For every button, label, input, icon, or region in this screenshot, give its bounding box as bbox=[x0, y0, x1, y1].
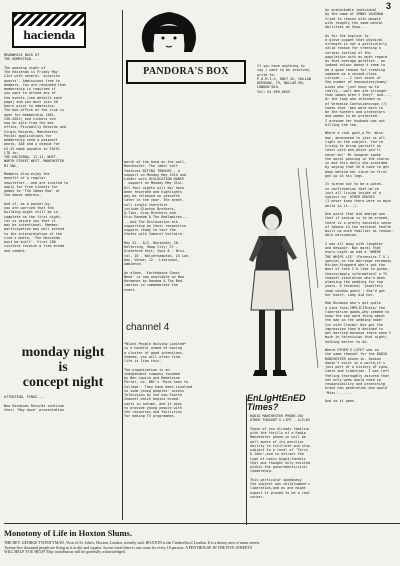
right-column-article: An unshockable individual by the name of JENNY VAUGHAN tried to reason with people with roughly the same mental abilities as Snow... As for the explain to a glove puppet that physical strength is not a particularly valid reason for treating a certain section of the population with as much regard as that average goldfish - an indeed colour doesn't seem to be a good reason for treating someone as a second-class citizen.....I lost count of the number of housewives/mums/ wives who 'just hung up to really...well men are stronger than women aren't they?' and.... Or the lady who informed us of Verbatim Confusionscope (?) tones that 'men were born to be the hunters and protectors and women to be protected.' I presume her husband was out killing the tea. Where a real gent,a Mr. Wins- don, announced to join us all right on the subject. You're trying to bring yourself on level with men,which you'll never do!' Mr Vaughan spoke the moral passing in the chorus in and this daily she provided by saying that he'd have to get down behind her since he first got up in his legs. It turned out to be a poten- ce confirmation that we've just all living inside of a subject on 'OTHER HOUSES (I never knew there were so much while in it...). One point that did emerge was that if sexism is to be erased, there is a pretty sensible sense of taboos in the national health built up much familiar as reason- able persuasion. I was all away with laughter and despair. Not moral that every night we had a 'WHERE THE WHIPS LIE' (Forensics T.V.) special on the marriage ceremony Miriam Stoppard who's got the most of fate I'd like to gunho- thesis/apply information? a TV channel simulation who'd been planning the wedding for two years. A terminal 'jewellery shop window guest'; She'd got her heart. Lady did her. Rob Buckman who's got quite a nice face,IMPLICITness/ the libertarian goods,who seemed to know the one word thing about the man on the wedding cake! Cut with Claims! One got the impression they'd decided to get married because there wasn't much in television that night/ nothing better to do. Where OTHER'S LIFE? was on the same channel for the RADIO MANCHESTER phone-in. Season doesn't exist in a world,it's just part of a history of igno- rance and tradition. I was left feeling thoroughly assured that not only weds would need so responsibility and protecting brand new generation who would 'Miss'....... And so it goes. bbox=[325, 8, 394, 403]
hacienda-logo-text: hacienda bbox=[23, 29, 75, 42]
attention-pings-note: ATTENTION, PINGS.... New Hormones Records continue their 'May daze' presentation bbox=[4, 395, 65, 412]
hacienda-logo-stripes bbox=[14, 14, 84, 26]
pandora-article-column: march at the bond on the wall, Manchester. The label half features BITING TONGUES - a support on Monday May 24th and Linder with DISLOCATION DANCE - support on Monday May 31st. All four nights will be/ have been recorded and highlights may be released on cassette later in the year. The event- null single therefore include Glaxton Brothers, Q-Tips, Gray Brothers and Eric Random & The Bedlamites... ...and The Dislocation are supporting as their respective suppers ready to tour the States with Cabaret Voltaire. May 22 - 8/2, Hacienda; 26- Kettering, Hoop City; 27 - Grateford Unit; June 8 - Bris- tol, 10 - Wolverhampton, 24 Lon- don, Venue; 12 - Liverpool, Ambience. An album, 'Earthbound Ghost Need' is now available on New Hormones by Random & The Bed- lamites to commemorate the event. bbox=[124, 160, 191, 292]
bob-hair-face-illustration bbox=[128, 8, 210, 56]
bottom-divider bbox=[4, 523, 400, 524]
victorian-lady-illustration bbox=[245, 200, 300, 388]
hacienda-article: MEANWHILE BACK AT THE HOMESTEAD.... The opening night of The Hacienda is Friday May 21st with several 'surprise guests'. Admissions free to members. You are reminded that membership is required if you want to attend any of the events (see details each page) and you must join 48 hours prior to admission. The box office at the club is open for membership (061- 236-5051) and tickets are now on sale from the box office, Piccadilly Records and Virgin Records, Manchester. Postal applications for membership send a passport photo, SAE and a cheque for £5.25 made payable to FAC51 LTD to: THE HACIENDA, 11-13, WHIT- WORTH STREET WEST, MANCHESTER M1 5WL. Members also enjoy the benefit of a regular newsletter...and are invited to apply for free tickets for games to 'The Ideas Box' at the above address. And if, as a passer-by, you are worried that the building might still be in- complete on the first night, let us assure you that it may be intentional. Member- participation may well extend to the interpretation of the club's motto, 'The Hacienda must be built'. First 100 visitors receive a free bread and cement. bbox=[4, 53, 69, 253]
column-divider-left bbox=[122, 10, 123, 520]
hacienda-logo bbox=[12, 12, 86, 48]
enlightened-times-article: RADIO MANCHESTER PHONE-IN/ OTHER THOUGHT'S LIFE - 4/2/82 Those of you already familiar with the thrills of a Radio Manchester phone-in will be well aware of its peculiar ability to titillate and stun subject to a level of 'Terry & John',and to attract the type of nasty bigot/fanatic that one thought only existed within the governments/civil leadership. This particular speakeasy the subject was child/women's liberation,and as one might expect it proved to be a real corker. bbox=[250, 414, 311, 499]
column-divider-mid bbox=[246, 395, 247, 525]
fence-illustration bbox=[296, 168, 320, 368]
pandoras-box-title: PANDORA'S BOX bbox=[126, 60, 246, 84]
channel-4-heading: channel 4 bbox=[126, 322, 170, 333]
monotony-title: Monotony of Life in Hoxton Slums. bbox=[4, 528, 132, 538]
enlightened-times-heading: EnLIgHtEnED Times? bbox=[247, 393, 306, 412]
monotony-body: THE REV. GEORGE TWENTYMAN, Vicar of St. John's, Hoxton, London, recently said: HOXTON is the Cinderella of London. It is a dreary area of mean streets. Twenty-five thousand people are living in it in dirt and squalor. In one street there is one room for every 10 persons. A PENTHOUSE IN THE FIVE STREETS WILL HELP YOU HELP! May contribution will be gratefully acknowledged. bbox=[4, 541, 261, 554]
pandora-address: If you have anything to say / want to be involved, write to: P.O.M.I.S, UNIT 26, HOLLAN DERSHAW, 79, NOLLAR RD, LONDON W10. Tel: 01-969-6655 bbox=[257, 64, 311, 94]
concept-night-heading: monday night is concept night bbox=[21, 345, 105, 390]
page-number: 3 bbox=[385, 1, 391, 11]
channel-4-article: *Black People Raising Limited* is a handful aimed at moving a cluster of good intentions. Indeed, you will often find life is like this. The organisation is an independent company founded by Ben Lowick and Madeleine Porter, ex- BBC's 'Rock Goes to College'. They have been involved in some young peoples' access Television by the new Fourth Channel which begins broad- casts in autumn, and it aims to provide young people with the resources and facilities for making TV programmes. bbox=[124, 342, 193, 419]
